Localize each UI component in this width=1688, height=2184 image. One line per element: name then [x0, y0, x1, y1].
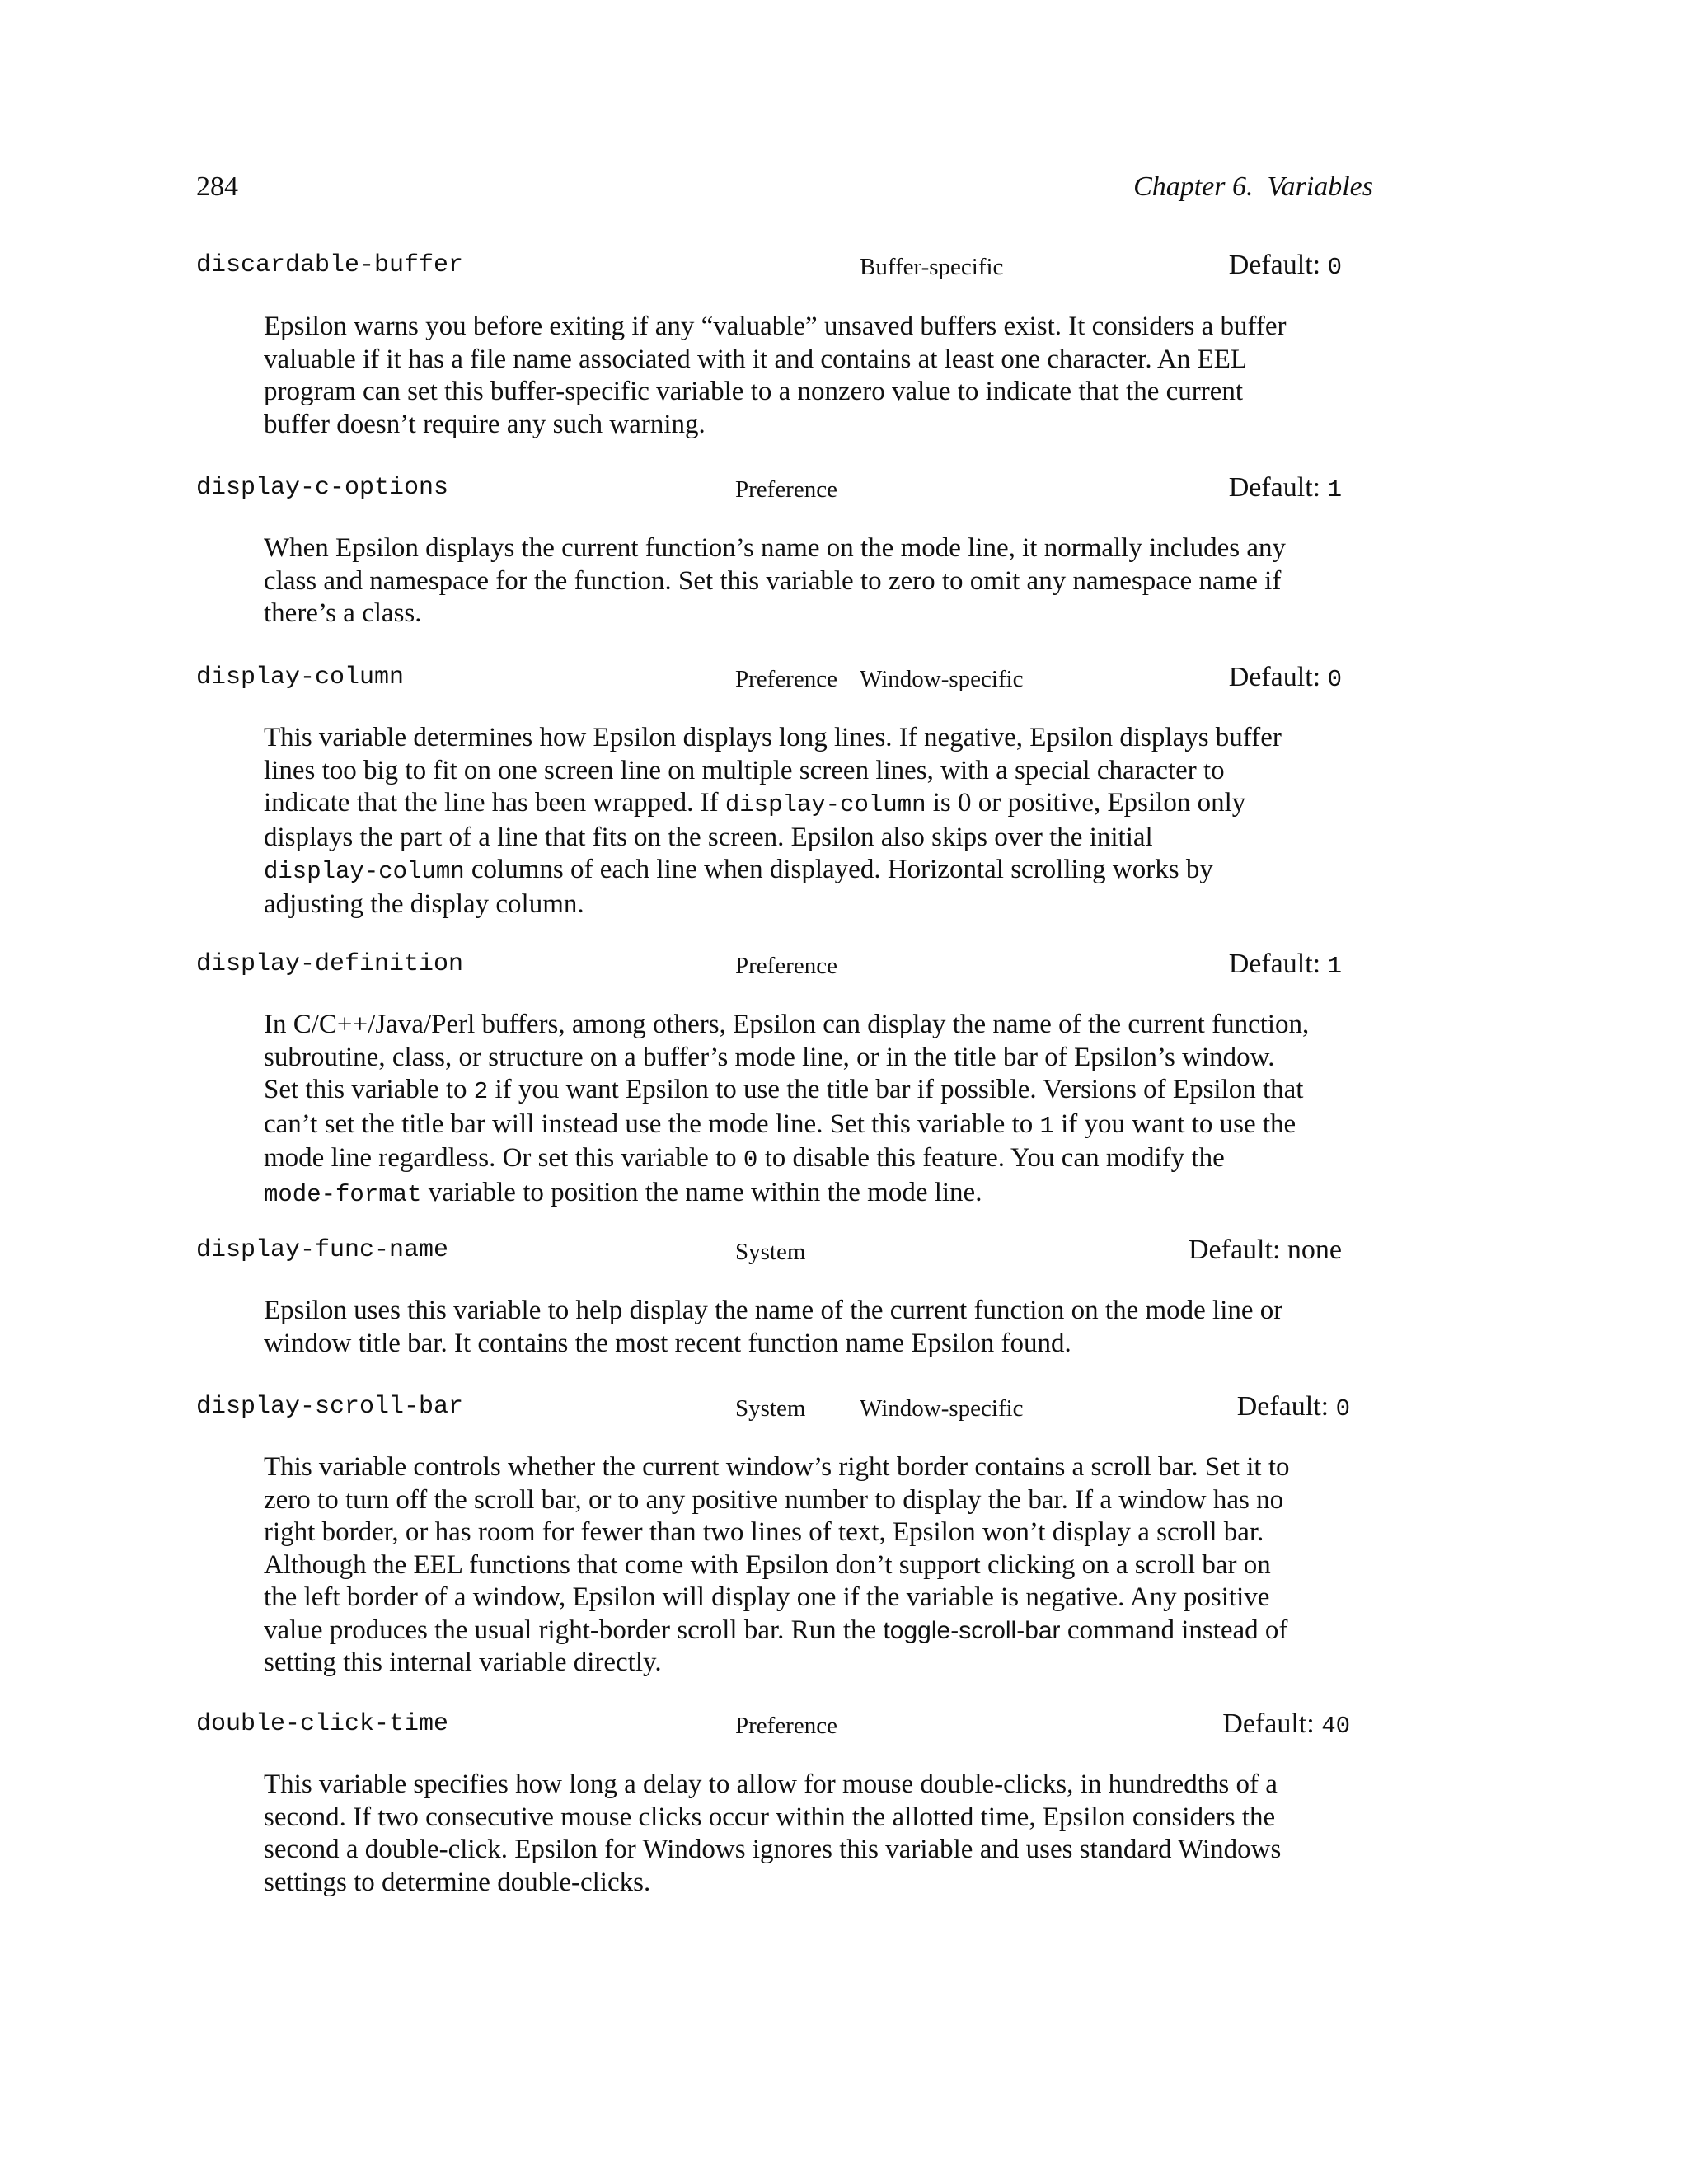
description-line: Epsilon warns you before exiting if any “valuable” unsaved buffers exist. It considers a buffer — [264, 312, 1287, 341]
description-line: second a double-click. Epsilon for Windows ignores this variable and uses standard Windows — [264, 1835, 1282, 1864]
default-value: 1 — [1327, 953, 1342, 980]
variable-default — [1222, 1704, 1350, 1746]
description-line: subroutine, class, or structure on a buffer’s mode line, or in the title bar of Epsilon’s window. — [264, 1042, 1275, 1072]
code-term: display-column — [724, 791, 926, 818]
text-run: columns of each line when displayed. Horizontal scrolling works by — [471, 855, 1213, 884]
description-line: there’s a class. — [264, 598, 422, 628]
description-line: This variable determines how Epsilon displays long lines. If negative, Epsilon displays buffer — [264, 723, 1282, 752]
description-line — [264, 854, 1352, 888]
default-label: Default: — [1236, 1391, 1336, 1422]
variable-class: Preference — [735, 666, 837, 692]
description-line: program can set this buffer-specific variable to a nonzero value to indicate that the current — [264, 377, 1244, 406]
variable-name: display-func-name — [196, 1236, 449, 1264]
description-line — [264, 1177, 1352, 1212]
variable-name: display-c-options — [196, 474, 449, 502]
running-head: Chapter 6. Variables — [1133, 171, 1373, 202]
variable-default — [1229, 944, 1342, 987]
entry-header — [0, 1387, 1688, 1427]
text-run: command instead of — [1067, 1615, 1288, 1645]
default-value: none — [1287, 1235, 1342, 1265]
description-line — [264, 1615, 1352, 1647]
description-line: When Epsilon displays the current function’s name on the mode line, it normally includes any — [264, 533, 1286, 563]
description-line: window title bar. It contains the most recent function name Epsilon found. — [264, 1328, 1071, 1358]
description-line: displays the part of a line that fits on the screen. Epsilon also skips over the initial — [264, 822, 1153, 852]
description-line: Although the EEL functions that come with Epsilon don’t support clicking on a scroll bar on — [264, 1549, 1271, 1580]
variable-description — [264, 722, 1352, 921]
variable-class: Preference — [735, 1713, 837, 1739]
description-line: This variable specifies how long a delay to allow for mouse double-clicks, in hundredths of a — [264, 1769, 1278, 1799]
description-line: setting this internal variable directly. — [264, 1647, 662, 1677]
entry-header — [0, 1230, 1688, 1270]
entry-header — [0, 658, 1688, 697]
description-line: This variable controls whether the current window’s right border contains a scroll bar. Set it to — [264, 1452, 1290, 1482]
variable-name: display-definition — [196, 950, 464, 978]
variable-description — [264, 1295, 1352, 1360]
entry-header — [0, 468, 1688, 508]
description-line: lines too big to fit on one screen line on multiple screen lines, with a special character to — [264, 755, 1225, 785]
description-line: second. If two consecutive mouse clicks occur within the allotted time, Epsilon considers the — [264, 1802, 1276, 1832]
description-line — [264, 1108, 1352, 1143]
default-label: Default: — [1189, 1235, 1287, 1265]
variable-name: display-scroll-bar — [196, 1393, 464, 1421]
description-line: right border, or has room for fewer than two lines of text, Epsilon won’t display a scroll bar. — [264, 1517, 1264, 1547]
code-term: 2 — [473, 1078, 489, 1105]
description-line: class and namespace for the function. Set this variable to zero to omit any namespace name if — [264, 565, 1282, 596]
entry-header — [0, 944, 1688, 984]
code-term: mode-format — [264, 1180, 422, 1208]
code-term: 0 — [743, 1146, 758, 1174]
variable-default — [1229, 468, 1342, 510]
page-number: 284 — [196, 171, 238, 202]
variable-description — [264, 1009, 1352, 1211]
default-value: 0 — [1327, 666, 1342, 693]
description-line: valuable if it has a file name associated with it and contains at least one character. An EEL — [264, 344, 1248, 374]
variable-default — [1189, 1230, 1342, 1270]
description-line: zero to turn off the scroll bar, or to any positive number to display the bar. If a window has no — [264, 1484, 1284, 1515]
default-value: 0 — [1335, 1395, 1350, 1422]
variable-class: Preference — [735, 953, 837, 979]
default-value: 1 — [1327, 476, 1342, 504]
code-term: 1 — [1039, 1112, 1054, 1140]
entry-header — [0, 1704, 1688, 1744]
description-line: In C/C++/Java/Perl buffers, among others, Epsilon can display the name of the current function, — [264, 1010, 1310, 1039]
variable-description — [264, 1451, 1352, 1680]
variable-class: Buffer-specific — [860, 254, 1004, 280]
text-run: if you want Epsilon to use the title bar if possible. Versions of Epsilon that — [495, 1075, 1304, 1104]
variable-default — [1237, 1387, 1350, 1429]
description-line: buffer doesn’t require any such warning. — [264, 409, 706, 439]
description-line: Epsilon uses this variable to help display the name of the current function on the mode line or — [264, 1296, 1283, 1325]
text-run: can’t set the title bar will instead use the mode line. Set this variable to — [264, 1108, 1040, 1139]
description-line: the left border of a window, Epsilon will display one if the variable is negative. Any positive — [264, 1582, 1270, 1612]
text-run: to disable this feature. You can modify the — [764, 1143, 1225, 1173]
text-run: is 0 or positive, Epsilon only — [932, 788, 1246, 818]
variable-name: display-column — [196, 663, 405, 691]
description-line: adjusting the display column. — [264, 888, 584, 919]
entry-header — [0, 246, 1688, 285]
default-label: Default: — [1222, 1708, 1322, 1739]
variable-class: System — [735, 1239, 806, 1265]
variable-class: Preference — [735, 476, 837, 503]
text-run: indicate that the line has been wrapped. If — [264, 788, 725, 818]
description-line — [264, 787, 1352, 822]
variable-name: discardable-buffer — [196, 251, 464, 279]
variable-class: System — [735, 1395, 806, 1422]
text-run: variable to position the name within the mode line. — [428, 1177, 982, 1207]
variable-description — [264, 311, 1352, 441]
text-run: value produces the usual right-border scroll bar. Run the — [264, 1615, 884, 1645]
variable-default — [1229, 658, 1342, 700]
command-name: toggle-scroll-bar — [883, 1616, 1061, 1644]
text-run: Set this variable to — [264, 1075, 474, 1104]
default-label: Default: — [1228, 472, 1328, 503]
variable-description — [264, 1769, 1352, 1899]
default-label: Default: — [1228, 949, 1328, 979]
default-label: Default: — [1228, 662, 1328, 692]
code-term: display-column — [264, 858, 465, 885]
default-label: Default: — [1228, 250, 1328, 280]
variable-default — [1229, 246, 1342, 288]
text-run: if you want to use the — [1061, 1108, 1296, 1139]
variable-scope: Window-specific — [860, 666, 1024, 692]
text-run: mode line regardless. Or set this variable to — [264, 1143, 743, 1173]
description-line — [264, 1074, 1352, 1108]
description-line: settings to determine double-clicks. — [264, 1867, 651, 1897]
description-line — [264, 1142, 1352, 1177]
default-value: 0 — [1327, 254, 1342, 281]
variable-name: double-click-time — [196, 1710, 449, 1738]
variable-description — [264, 532, 1352, 630]
variable-scope: Window-specific — [860, 1395, 1024, 1422]
default-value: 40 — [1321, 1713, 1350, 1740]
